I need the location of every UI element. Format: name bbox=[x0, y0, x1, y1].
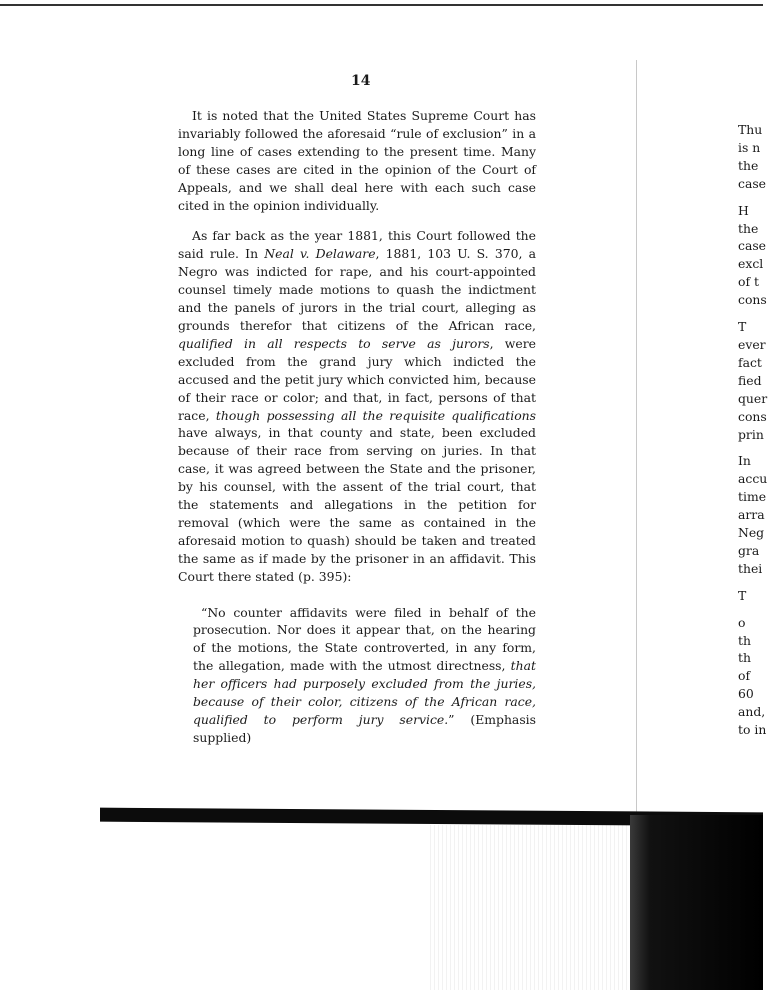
facing-page-fragment: 60 bbox=[738, 686, 754, 702]
p2-emphasis-2: though possessing all the requisite qualifications bbox=[215, 407, 536, 423]
facing-page-fragment bbox=[738, 309, 778, 318]
main-column bbox=[178, 107, 536, 747]
facing-page-fragment: to in bbox=[738, 722, 767, 738]
facing-page-fragment: T bbox=[738, 319, 747, 335]
facing-page-fragment: o bbox=[738, 614, 746, 630]
facing-page-fragment: ever bbox=[738, 336, 766, 352]
facing-page-fragment: th bbox=[738, 632, 751, 648]
top-rule bbox=[0, 4, 763, 6]
scan-noise bbox=[430, 825, 630, 990]
facing-page-fragment: Thu bbox=[738, 122, 763, 137]
block-quote bbox=[193, 604, 536, 747]
facing-page-fragment bbox=[738, 443, 778, 452]
quote-text-2: ” (Emphasis supplied) bbox=[193, 712, 536, 745]
paragraph-rule-of-exclusion bbox=[178, 107, 536, 214]
facing-page-fragment: of t bbox=[738, 274, 759, 290]
page-gutter bbox=[636, 60, 637, 820]
case-name-neal: Neal v. Delaware bbox=[264, 246, 376, 262]
facing-page-fragment bbox=[738, 578, 778, 587]
facing-page-fragment: the bbox=[738, 157, 759, 173]
facing-page-fragment: quer bbox=[738, 390, 768, 406]
p2-text-4: have always, in that county and state, been excluded because of their race from serving on juries. In that case, it was agreed between the State and the prisoner, by his counsel, with the assent of the trial court, that the statements and allegations in the petition for removal (which were the same as contained in the aforesaid motion to quash) should be taken and treated the same as if made by the prisoner in an affidavit. This Court there stated (p. 395): bbox=[178, 425, 536, 584]
facing-page-fragment: In bbox=[738, 453, 751, 469]
p2-text-2: , 1881, 103 U. S. 370, a Negro was indicted for rape, and his court-appointed counsel timely made motions to quash the indictment and the panels of jurors in the trial court, alleging as grounds therefor that citizens of the African race, bbox=[178, 246, 536, 333]
p2-emphasis-1: qualified in all respects to serve as jurors bbox=[178, 335, 490, 351]
facing-page-fragment: cons bbox=[738, 408, 767, 424]
p2-text-1: As far back as the year 1881, this Court followed the said rule. In bbox=[178, 228, 536, 262]
facing-page-fragment bbox=[738, 605, 778, 614]
facing-page-fragment: time bbox=[738, 489, 767, 505]
quote-emphasis: that her officers had purposely excluded from the juries, because of their color, citizens of the African race, qualified to perform jury service. bbox=[193, 658, 536, 727]
facing-page-fragments bbox=[738, 121, 778, 739]
facing-page-fragment: gra bbox=[738, 542, 760, 558]
facing-page-fragment: the bbox=[738, 220, 759, 236]
scan-dark-corner bbox=[630, 815, 763, 990]
paragraph-neal-v-delaware bbox=[178, 227, 536, 585]
facing-page-fragment: excl bbox=[738, 256, 764, 272]
facing-page-fragment: of bbox=[738, 668, 751, 684]
facing-page-fragment: case bbox=[738, 238, 767, 254]
facing-page-fragment: thei bbox=[738, 560, 763, 576]
facing-page-fragment: cons bbox=[738, 292, 767, 308]
facing-page-fragment: and, bbox=[738, 704, 766, 720]
p2-text-3: , were excluded from the grand jury which indicted the accused and the petit jury which convicted him, because of their race or color; and that, in fact, persons of that race, bbox=[178, 335, 537, 423]
paragraph-1-text: It is noted that the United States Supreme Court has invariably followed the aforesaid “rule of exclusion” in a long line of cases extending to the present time. Many of these cases are cited in the opinion of the Court of Appeals, and we shall deal here with each such case cited in the opinion individually. bbox=[178, 108, 536, 213]
facing-page-fragment: H bbox=[738, 202, 749, 218]
facing-page-fragment: th bbox=[738, 650, 751, 666]
facing-page-fragment: Neg bbox=[738, 525, 765, 541]
facing-page-fragment: is n bbox=[738, 139, 761, 155]
facing-page-fragment: prin bbox=[738, 426, 764, 442]
facing-page-fragment: fied bbox=[738, 372, 762, 388]
facing-page-fragment bbox=[738, 193, 778, 202]
facing-page-fragment: accu bbox=[738, 471, 768, 487]
facing-page-fragment: case bbox=[738, 175, 767, 191]
quote-text-1: “No counter affidavits were filed in behalf of the prosecution. Nor does it appear that, on the hearing of the motions, the State controverted, in any form, the allegation, made with the utmost directness, bbox=[193, 604, 536, 674]
facing-page-fragment: arra bbox=[738, 507, 765, 523]
page-number: 14 bbox=[351, 73, 371, 89]
facing-page-fragment: T bbox=[738, 587, 747, 603]
facing-page-fragment: fact bbox=[738, 354, 762, 370]
